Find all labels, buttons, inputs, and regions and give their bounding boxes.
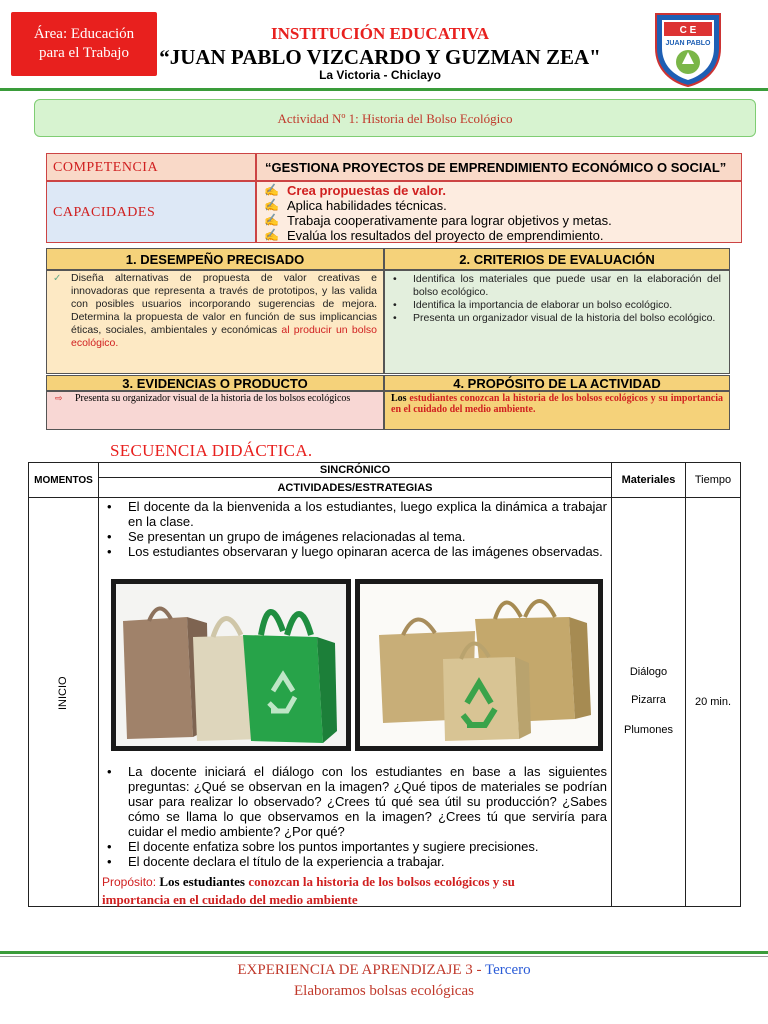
col-sincronico: SINCRÓNICO (98, 462, 612, 478)
grade-label: Tercero (485, 962, 531, 978)
momento-cell (28, 497, 99, 907)
area-badge (11, 12, 157, 76)
proposito-header: 4. PROPÓSITO DE LA ACTIVIDAD (384, 375, 730, 391)
materiales-cell (611, 497, 686, 907)
evidencias-box (46, 391, 384, 430)
activities-bottom-list (101, 764, 607, 869)
proposito-goal-1: conozcan la historia de los bolsos ecológicos y su (248, 874, 515, 889)
logo-name: JUAN PABLO (665, 40, 711, 47)
activity-item: • La docente iniciará el diálogo con los estudiantes en base a las siguientes preguntas: ¿Qué se observan en la imagen? ¿Qué tipos de materiales se podrían usar para realizar lo observado? ¿Crees tú qué sea útil su producción? ¿Sabes cómo se llama lo que observamos en la imagen? ¿Crees tú que serviría para cuidar el medio ambiente? ¿Por qué? (101, 764, 607, 839)
material-dialogo: Diálogo (629, 666, 668, 678)
proposito-label: Propósito: (102, 875, 157, 889)
eco-bags-photo-2 (355, 579, 603, 751)
competencia-label: COMPETENCIA (46, 153, 256, 181)
col-materiales: Materiales (611, 462, 686, 498)
experience-title: EXPERIENCIA DE APRENDIZAJE 3 - Tercero (237, 962, 531, 978)
school-name: “JUAN PABLO VIZCARDO Y GUZMAN ZEA" (159, 45, 601, 69)
col-actividades: ACTIVIDADES/ESTRATEGIAS (98, 477, 612, 498)
capacidades-list (256, 181, 742, 243)
tiempo-cell (685, 497, 741, 907)
school-logo (648, 8, 728, 88)
criterio-item: • Identifica los materiales que puede usar en la elaboración del bolso ecológico. (393, 273, 721, 298)
tiempo-value: 20 min. (694, 696, 732, 708)
activity-item: • Se presentan un grupo de imágenes relacionadas al tema. (101, 529, 607, 544)
activity-item: • El docente declara el título de la experiencia a trabajar. (101, 854, 607, 869)
col-tiempo: Tiempo (685, 462, 741, 498)
activity-item: • El docente enfatiza sobre los puntos importantes y sugiere precisiones. (101, 839, 607, 854)
activities-cell (98, 497, 612, 907)
footer-rule-green (0, 951, 768, 954)
footer-rule-grey (0, 956, 768, 957)
proposito-subject: Los estudiantes (159, 874, 245, 889)
writing-hand-icon: ✍ (264, 228, 279, 242)
check-icon: ✓ (53, 273, 62, 284)
experience-subtitle: Elaboramos bolsas ecológicas (294, 983, 474, 999)
eco-bags-photo-1 (111, 579, 351, 751)
desempeno-header: 1. DESEMPEÑO PRECISADO (46, 248, 384, 270)
bullet-icon: • (393, 273, 397, 285)
competencia-value: “GESTIONA PROYECTOS DE EMPRENDIMIENTO ECONÓMICO O SOCIAL” (256, 153, 742, 181)
desempeno-box (46, 270, 384, 374)
criterios-header: 2. CRITERIOS DE EVALUACIÓN (384, 248, 730, 270)
capacidad-item: ✍ Crea propuestas de valor. (264, 183, 446, 198)
area-line-2: para el Trabajo (39, 45, 129, 61)
evidencias-header: 3. EVIDENCIAS O PRODUCTO (46, 375, 384, 391)
activity-proposito (102, 872, 612, 907)
activity-item: • Los estudiantes observaran y luego opinaran acerca de las imágenes observadas. (101, 544, 607, 559)
criterio-item: • Identifica la importancia de elaborar un bolso ecológico. (393, 299, 673, 311)
writing-hand-icon: ✍ (264, 213, 279, 227)
logo-letters: C E (679, 25, 697, 36)
proposito-goal-2: importancia en el cuidado del medio ambiente (102, 892, 358, 907)
activity-item: • El docente da la bienvenida a los estudiantes, luego explica la dinámica a trabajar en la clase. (101, 499, 607, 529)
institution-label: INSTITUCIÓN EDUCATIVA (270, 24, 490, 43)
school-location: La Victoria - Chiclayo (319, 68, 441, 82)
proposito-text: Los estudiantes conozcan la historia de los bolsos ecológicos y su importancia en el cuidado del medio ambiente. (391, 393, 723, 415)
capacidades-label: CAPACIDADES (46, 181, 256, 243)
writing-hand-icon: ✍ (264, 198, 279, 212)
material-pizarra: Pizarra (631, 694, 666, 706)
secuencia-title: SECUENCIA DIDÁCTICA. (110, 441, 313, 460)
writing-hand-icon: ✍ (264, 183, 279, 197)
capacidad-item: ✍ Evalúa los resultados del proyecto de emprendimiento. (264, 228, 604, 243)
capacidad-item: ✍ Trabaja cooperativamente para lograr objetivos y metas. (264, 213, 612, 228)
arrow-icon: ⇨ (55, 393, 63, 403)
bullet-icon: • (393, 312, 397, 324)
col-momentos: MOMENTOS (28, 462, 99, 498)
criterios-box (384, 270, 730, 374)
desempeno-text: ✓ Diseña alternativas de propuesta de valor creativas e innovadoras que representa a través de prototipos, y las valida con posibles usuarios incorporando sugerencias de mejora. Determina la propuesta de valor en función de sus implicancias éticas, sociales, ambientales y económicas al producir un bolso ecológico. (53, 272, 378, 349)
proposito-box (384, 391, 730, 430)
criterio-item: • Presenta un organizador visual de la historia del bolso ecológico. (393, 312, 716, 324)
evidencia-text: ⇨ Presenta su organizador visual de la historia de los bolsos ecológicos (55, 393, 351, 404)
bullet-icon: • (393, 299, 397, 311)
capacidad-item: ✍ Aplica habilidades técnicas. (264, 198, 447, 213)
material-plumones: Plumones (624, 724, 673, 736)
activity-title: Actividad Nº 1: Historia del Bolso Ecológico (34, 99, 756, 137)
momento-label: INICIO (57, 676, 69, 710)
activities-top-list (101, 499, 607, 559)
header-rule (0, 88, 768, 91)
area-line-1: Área: Educación (33, 26, 135, 42)
